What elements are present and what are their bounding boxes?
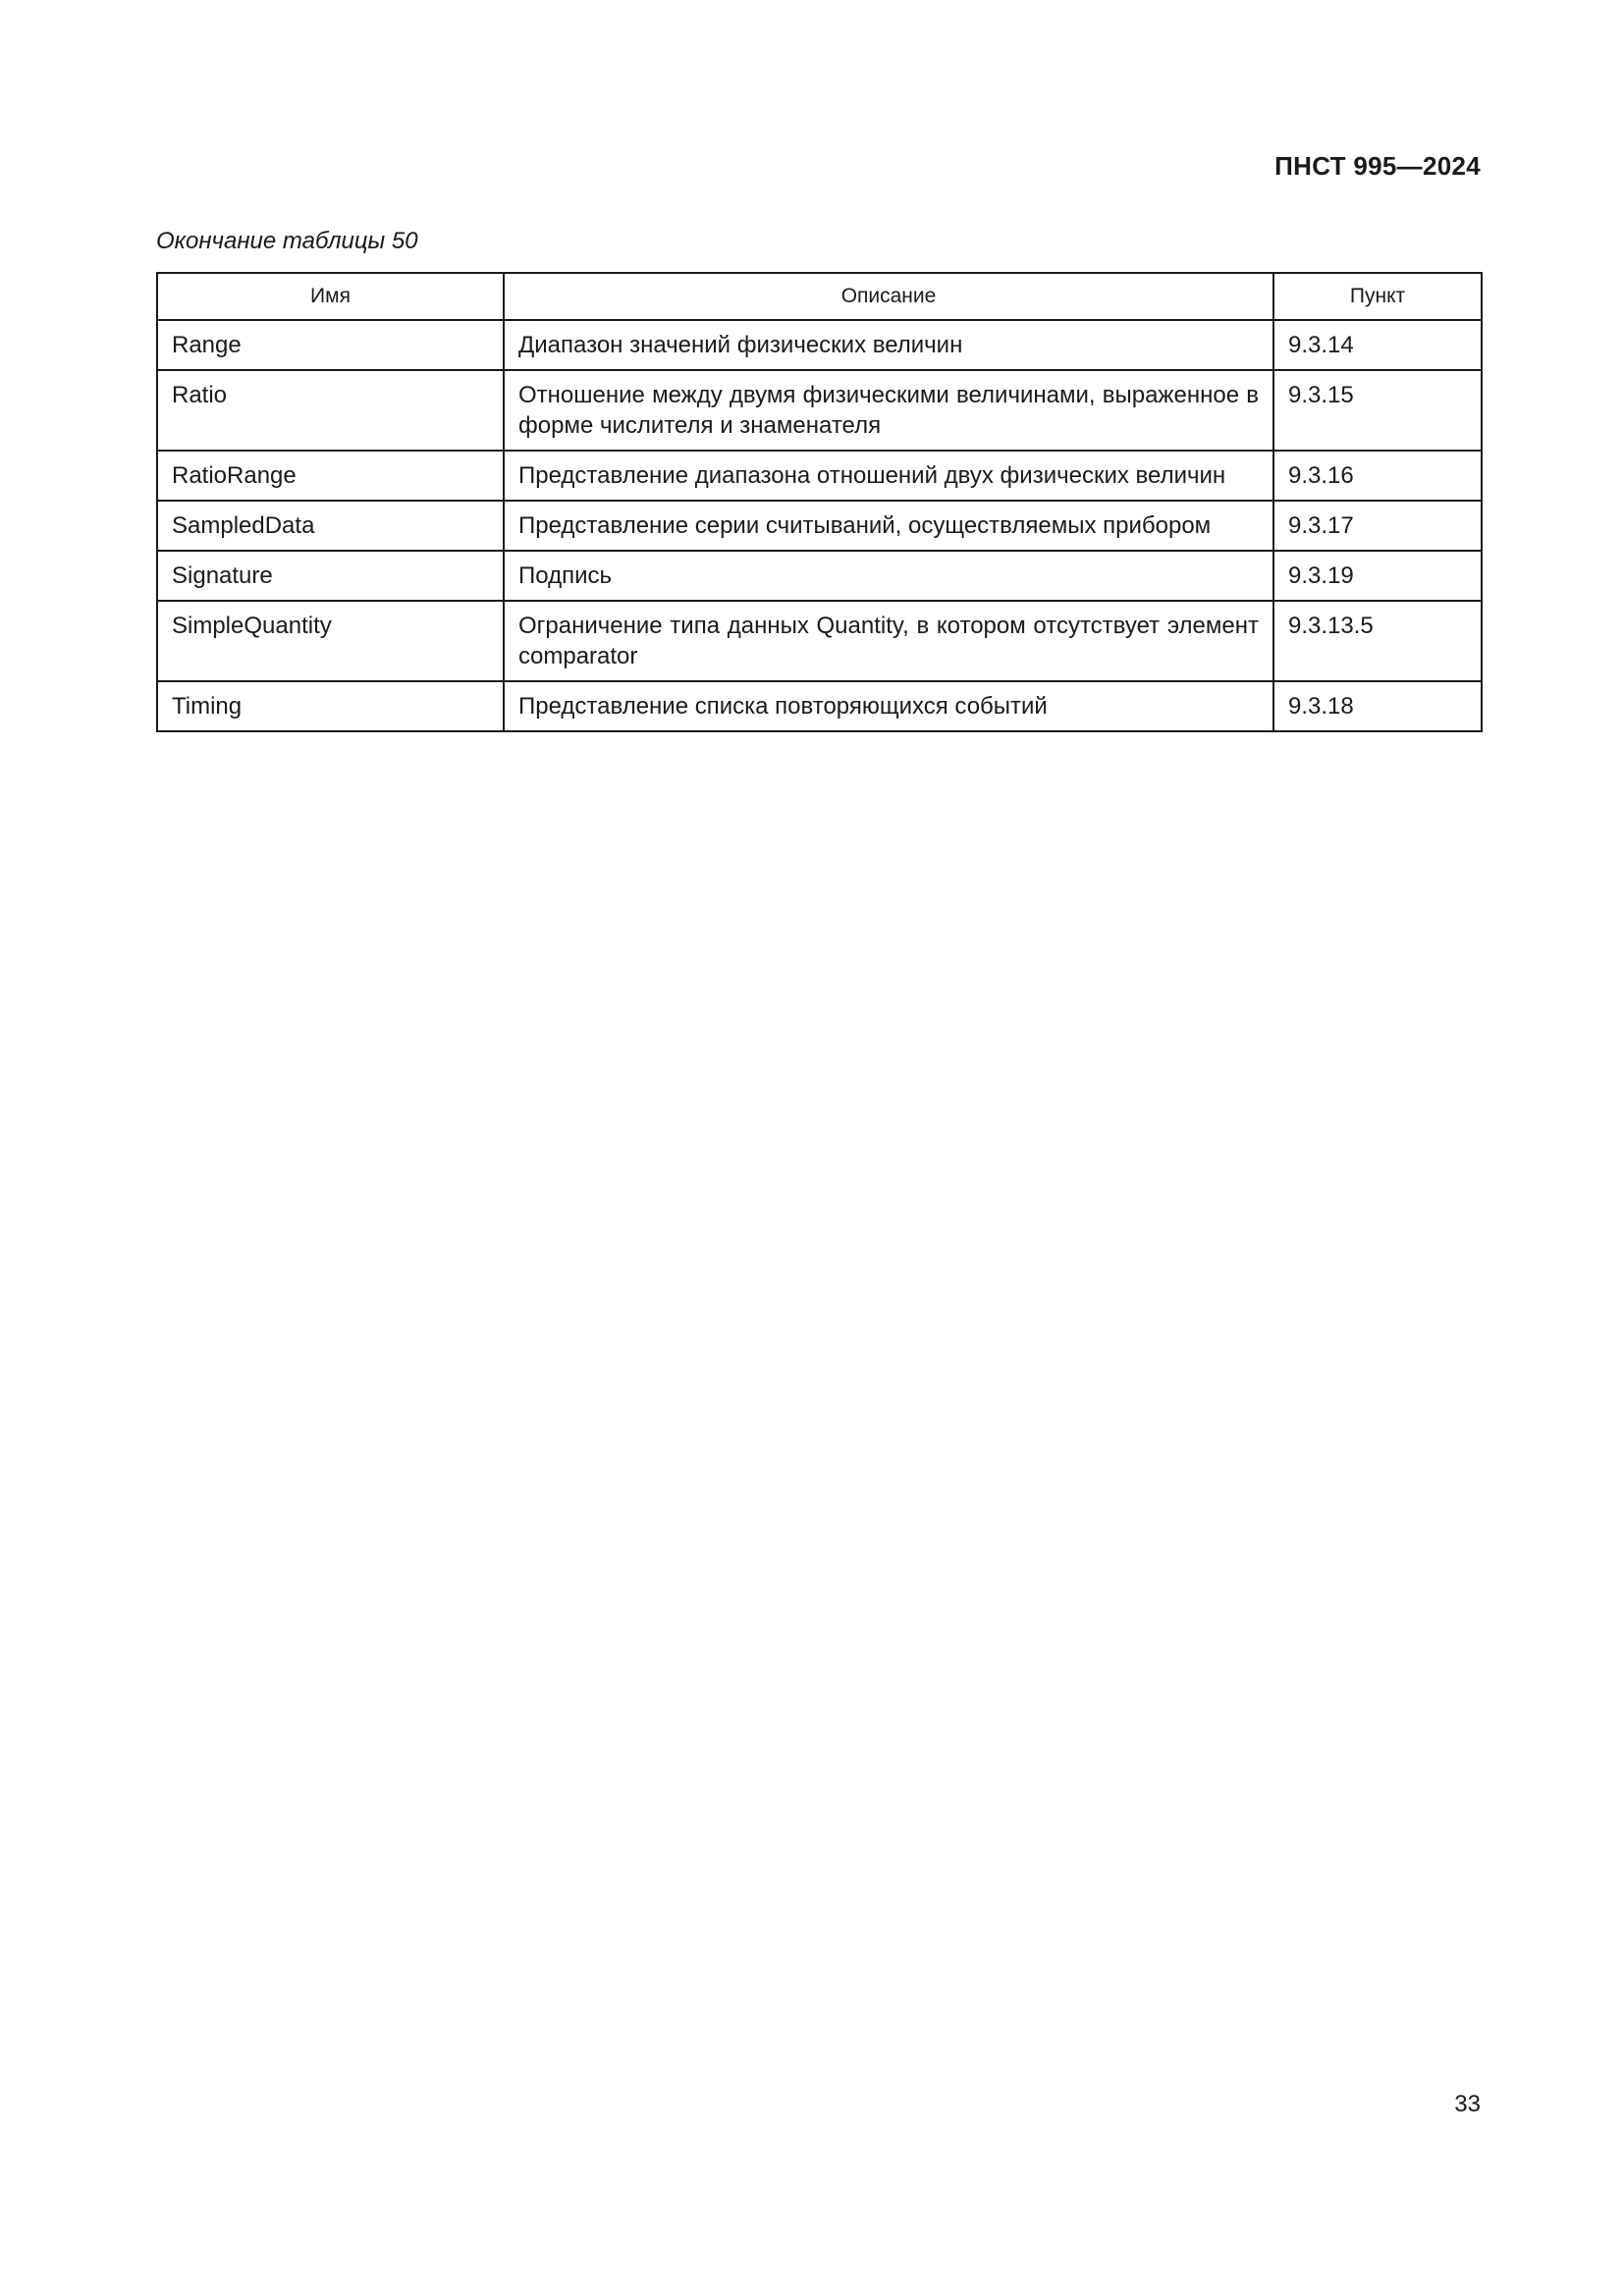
cell-description: Ограничение типа данных Quantity, в котором отсутствует элемент comparator (504, 601, 1273, 681)
cell-clause: 9.3.13.5 (1273, 601, 1482, 681)
cell-name: Range (157, 320, 504, 370)
table-row (157, 451, 1482, 501)
cell-description: Представление списка повторяющихся событий (504, 681, 1273, 731)
table-row (157, 320, 1482, 370)
cell-name: Timing (157, 681, 504, 731)
table-header-row (157, 273, 1482, 320)
cell-clause: 9.3.16 (1273, 451, 1482, 501)
data-types-table (156, 272, 1483, 732)
table-row (157, 501, 1482, 551)
cell-name: Signature (157, 551, 504, 601)
cell-clause: 9.3.19 (1273, 551, 1482, 601)
cell-clause: 9.3.17 (1273, 501, 1482, 551)
cell-name: RatioRange (157, 451, 504, 501)
cell-description: Подпись (504, 551, 1273, 601)
table-row (157, 551, 1482, 601)
table-caption: Окончание таблицы 50 (156, 228, 418, 254)
cell-description: Представление диапазона отношений двух физических величин (504, 451, 1273, 501)
cell-description: Диапазон значений физических величин (504, 320, 1273, 370)
cell-name: SampledData (157, 501, 504, 551)
column-header-description: Описание (504, 273, 1273, 320)
document-code: ПНСТ 995—2024 (1274, 151, 1481, 181)
column-header-name: Имя (157, 273, 504, 320)
page-number: 33 (1454, 2091, 1481, 2117)
cell-description: Представление серии считываний, осуществляемых прибором (504, 501, 1273, 551)
table-row (157, 681, 1482, 731)
cell-description: Отношение между двумя физическими величинами, выраженное в форме числителя и знаменателя (504, 370, 1273, 451)
cell-name: Ratio (157, 370, 504, 451)
column-header-clause: Пункт (1273, 273, 1482, 320)
table-row (157, 370, 1482, 451)
table-row (157, 601, 1482, 681)
cell-clause: 9.3.14 (1273, 320, 1482, 370)
cell-clause: 9.3.15 (1273, 370, 1482, 451)
cell-clause: 9.3.18 (1273, 681, 1482, 731)
cell-name: SimpleQuantity (157, 601, 504, 681)
